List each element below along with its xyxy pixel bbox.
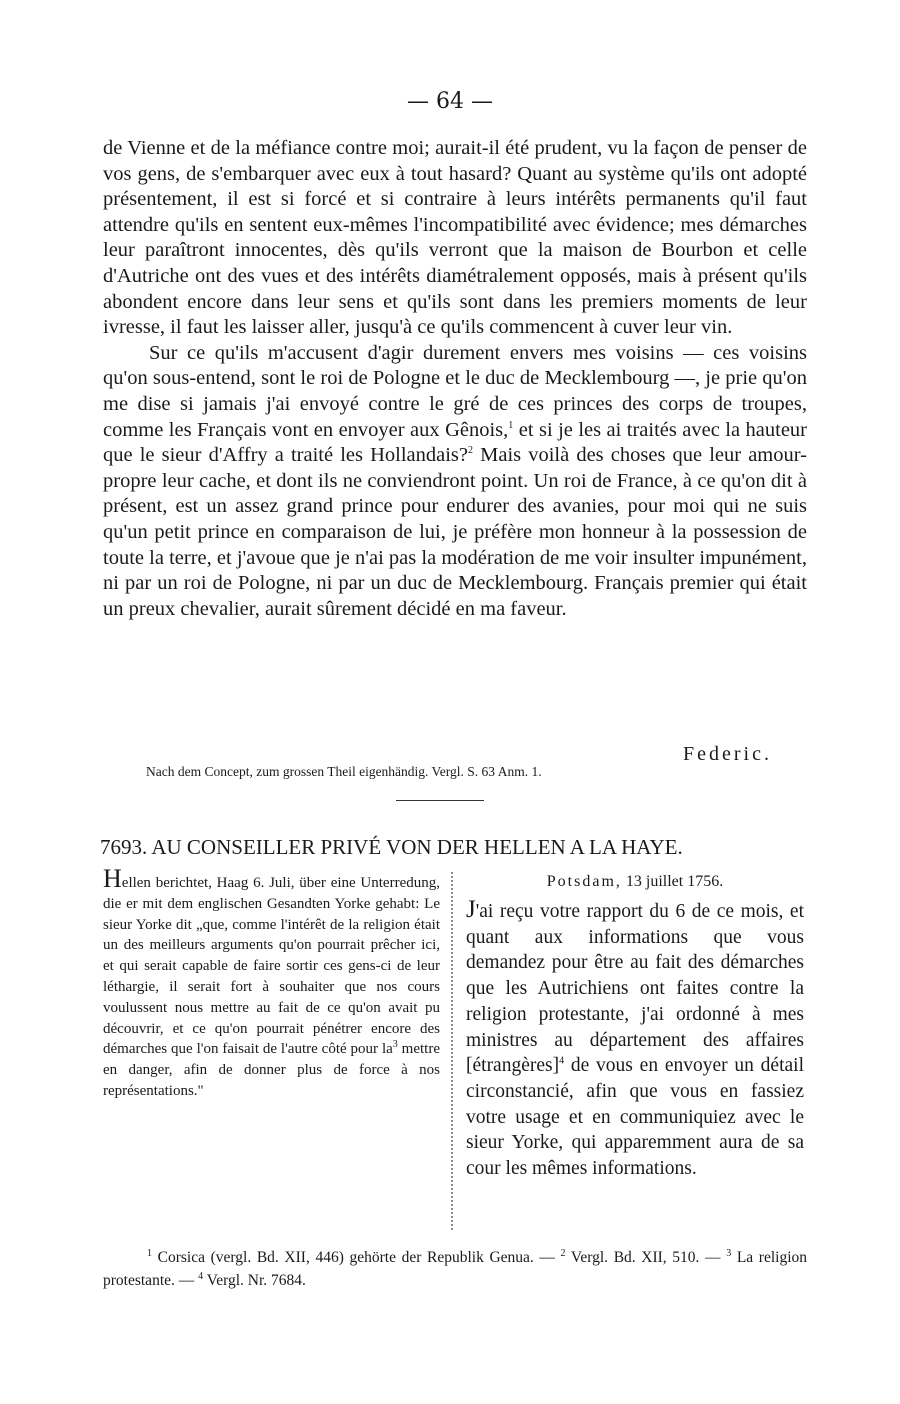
- section-divider: [396, 800, 484, 801]
- reply-text: [466, 897, 804, 1182]
- footnote-num-4: 4: [198, 1270, 204, 1282]
- column-separator: [451, 872, 453, 1230]
- document-title: 7693. AU CONSEILLER PRIVÉ VON DER HELLEN A LA HAYE.: [100, 835, 683, 859]
- footnotes: [103, 1246, 807, 1292]
- footnote-ref-1: 1: [508, 419, 514, 431]
- summary-column: [103, 864, 440, 1102]
- summary-text-a: ellen berichtet, Haag 6. Juli, über eine Unterredung, die er mit dem englischen Gesandten Yorke gehabt: Le sieur Yorke dit „que, comme l'intérêt de la religion était un des meilleurs arguments qu'on pourrait prêcher ici, et qui serait capable de faire sortir ces gens-ci de leur léthargie, il serait fort à souhaiter que nos cours voulussent nous mettre au fait de ce qu'on avait pu découvrir, et ce qu'on pourrait pénétrer encore des démarches que l'on faisait de l'autre côté pour la: [103, 875, 440, 1058]
- summary-initial: H: [103, 864, 122, 893]
- footnote-num-1: 1: [147, 1247, 152, 1259]
- footnote-ref-2: 2: [468, 445, 474, 457]
- footnote-line: [103, 1246, 807, 1292]
- footnote-num-2: 2: [560, 1247, 566, 1259]
- footnote-ref-4: 4: [559, 1055, 565, 1067]
- paragraph-2-text-b: et si je les ai traités avec la hauteur que le sieur d'Affry a traité les Hollandais?: [103, 418, 807, 467]
- footnote-text-1: Corsica (vergl. Bd. XII, 446) gehörte der Republik Genua. —: [152, 1249, 561, 1266]
- dateline-place: Potsdam,: [546, 873, 622, 890]
- footnote-num-3: 3: [726, 1247, 732, 1259]
- footnote-text-4: Vergl. Nr. 7684.: [203, 1272, 306, 1289]
- summary-text-b: mettre en danger, afin de donner plus de force à nos représentations.": [103, 1041, 440, 1099]
- paragraph-2: [103, 341, 807, 623]
- page-number: — 64 —: [407, 89, 493, 114]
- dateline: [466, 870, 804, 894]
- footnote-ref-3: 3: [392, 1039, 398, 1051]
- reply-text-a: 'ai reçu votre rapport du 6 de ce mois, et quant aux informations que vous demandez pour être au fait des démarches que les Autrichiens ont faites contre la religion protestante, j'ai ordonné à mes ministres au département des affaires [étrangères]: [466, 901, 804, 1077]
- source-note: Nach dem Concept, zum grossen Theil eigenhändig. Vergl. S. 63 Anm. 1.: [146, 764, 542, 779]
- signature: Federic.: [683, 743, 772, 765]
- paragraph-1: de Vienne et de la méfiance contre moi; aurait-il été prudent, vu la façon de penser de vos gens, de s'embarquer avec eux à tout hasard? Quant au système qu'ils ont adopté présentement, il est si forcé et si contraire à leurs intérêts permanents qu'il faut attendre qu'ils en sentent eux-mêmes l'incompatibilité avec évidence; mes démarches leur paraîtront innocentes, dès qu'ils verront que la maison de Bourbon et celle d'Autriche ont des vues et des intérêts diamétralement opposés, mais à présent qu'ils abondent encore dans leur sens et qu'ils sont dans les premiers moments de leur ivresse, il faut les laisser aller, jusqu'à ce qu'ils commencent à cuver leur vin.: [103, 137, 807, 339]
- paragraph-2-text-a: Sur ce qu'ils m'accusent d'agir durement envers mes voisins — ces voisins qu'on sous-entend, sont le roi de Pologne et le duc de Mecklembourg —, je prie qu'on me dise si jamais j'ai envoyé contre le gré de ces princes des corps de troupes, comme les Français vont en envoyer aux Gênois,: [103, 341, 807, 441]
- dateline-date: 13 juillet 1756.: [625, 873, 724, 890]
- reply-initial: J: [466, 896, 476, 923]
- footnote-text-2: Vergl. Bd. XII, 510. —: [565, 1249, 727, 1266]
- reply-text-b: de vous en envoyer un détail circonstancié, afin que vous en fassiez votre usage et en communiquiez avec le sieur Yorke, qui apparemment aura de sa cour les mêmes informations.: [466, 1055, 804, 1180]
- paragraph-2-text-c: Mais voilà des choses que leur amour-propre leur cache, et dont ils ne conviendront point. Un roi de France, à ce qu'on dit à présent, est un assez grand prince pour endurer des avanies, pour moi qui ne suis qu'un petit prince en comparaison de lui, je préfère mon honneur à la possession de toute la terre, et j'avoue que je n'ai pas la modération de me voir insulter impunément, ni par un roi de Pologne, ni par un duc de Mecklembourg. Français premier qui était un preux chevalier, aurait sûrement décidé en ma faveur.: [103, 444, 808, 620]
- footnote-text-3: La religion protestante. —: [103, 1249, 807, 1289]
- reply-column: [466, 870, 804, 1182]
- letter-body: [103, 136, 807, 622]
